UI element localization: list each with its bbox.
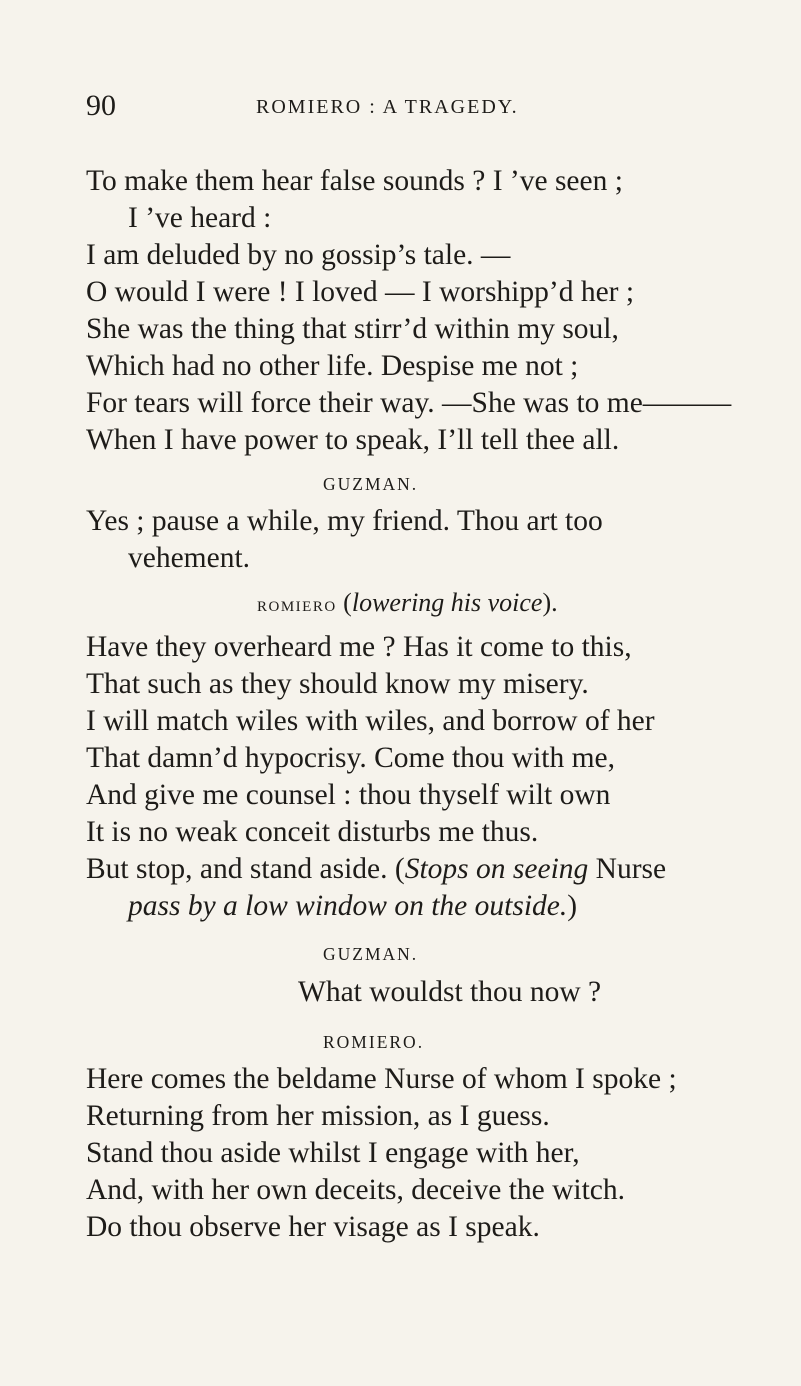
stage-direction: pass by a low window on the outside. xyxy=(128,890,568,922)
verse-line: It is no weak conceit disturbs me thus. xyxy=(86,816,539,848)
page-header xyxy=(86,88,746,128)
stage-direction: Stops on seeing xyxy=(404,853,589,885)
punctuation: ( xyxy=(336,588,352,617)
stage-direction: lowering his voice xyxy=(351,588,543,617)
speaker-name: GUZMAN. xyxy=(323,944,419,964)
verse-line: When I have power to speak, I’ll tell thee all. xyxy=(86,424,620,456)
verse-line: She was the thing that stirr’d within my soul, xyxy=(86,313,619,345)
stage-direction-line xyxy=(128,888,577,924)
verse-line: Which had no other life. Despise me not ; xyxy=(86,350,579,382)
verse-line: That such as they should know my misery. xyxy=(86,668,589,700)
verse-text: But stop, and stand aside. ( xyxy=(86,853,405,885)
verse-line: And, with her own deceits, deceive the witch. xyxy=(86,1174,626,1206)
verse-line: Returning from her mission, as I guess. xyxy=(86,1100,550,1132)
verse-line: Yes ; pause a while, my friend. Thou art too xyxy=(86,505,603,537)
verse-line: Stand thou aside whilst I engage with her, xyxy=(86,1137,580,1169)
speaker-with-direction xyxy=(257,585,558,622)
verse-line: I ’ve heard : xyxy=(128,202,272,234)
verse-line: For tears will force their way. —She was to me——— xyxy=(86,387,732,419)
verse-line: To make them hear false sounds ? I ’ve seen ; xyxy=(86,165,623,197)
speaker-name: romiero xyxy=(257,591,337,616)
verse-line: vehement. xyxy=(128,542,251,574)
verse-line: That damn’d hypocrisy. Come thou with me, xyxy=(86,742,615,774)
verse-line-with-direction xyxy=(86,851,666,887)
speaker-name: ROMIERO. xyxy=(323,1032,425,1052)
verse-line: And give me counsel : thou thyself wilt own xyxy=(86,779,611,811)
speaker-name: GUZMAN. xyxy=(323,474,419,494)
page-number: 90 xyxy=(86,89,116,122)
verse-line: Do thou observe her visage as I speak. xyxy=(86,1211,540,1243)
verse-line: Have they overheard me ? Has it come to this, xyxy=(86,631,632,663)
punctuation: ). xyxy=(542,588,558,617)
running-head: ROMIERO : A TRAGEDY. xyxy=(256,96,519,118)
verse-line: I am deluded by no gossip’s tale. — xyxy=(86,239,511,271)
character-name: Nurse xyxy=(588,853,667,885)
verse-line: Here comes the beldame Nurse of whom I spoke ; xyxy=(86,1063,677,1095)
punctuation: ) xyxy=(567,890,578,922)
verse-line: I will match wiles with wiles, and borrow of her xyxy=(86,705,655,737)
verse-line: O would I were ! I loved — I worshipp’d her ; xyxy=(86,276,635,308)
verse-line: What wouldst thou now ? xyxy=(298,976,602,1008)
